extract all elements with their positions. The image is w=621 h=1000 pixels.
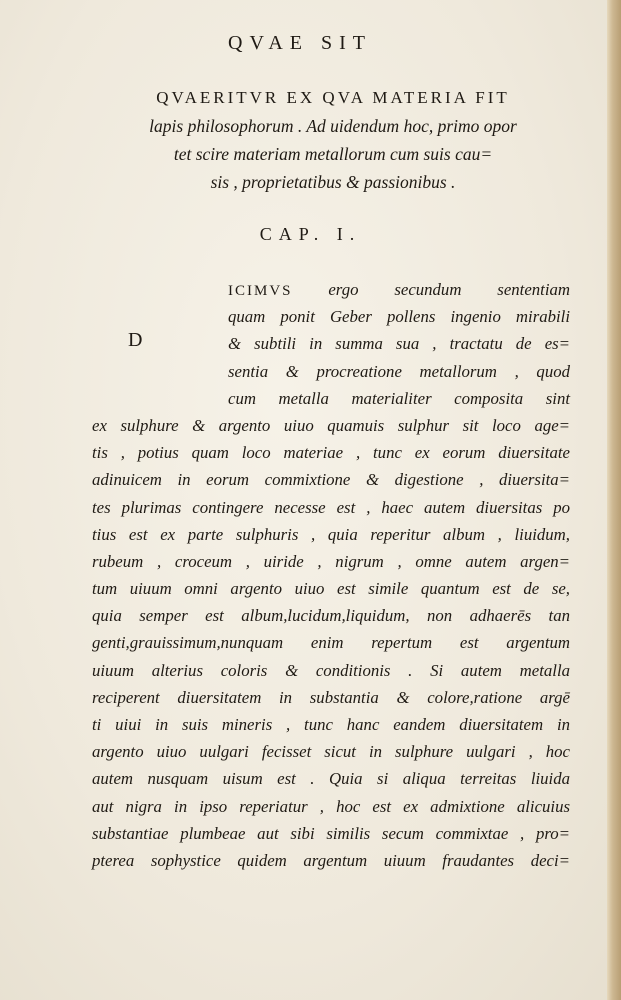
section-title [88,84,578,196]
text-line: adinuicem in eorum commixtione & digestione , diuersita= [92,470,570,490]
text-line: rubeum , croceum , uiride , nigrum , omne autem argen= [92,551,570,571]
title-italic-line: sis , proprietatibus & passionibus . [210,172,456,192]
running-head: QVAE SIT [228,32,372,54]
text-line: autem nusquam uisum est . Quia si aliqua terreitas liuida [92,769,570,789]
text-line: tes plurimas contingere necesse est , haec autem diuersitas po [92,497,570,517]
text-line: genti,grauissimum,nunquam enim repertum est argentum [92,633,570,653]
text-line: substantiae plumbeae aut sibi similis secum commixtae , pro= [92,823,570,843]
text-line: ti uiui in suis mineris , tunc hanc eandem diuersitatem in [92,715,570,734]
text-line: tis , potius quam loco materiae , tunc ex eorum diuersitate [92,443,570,463]
text-line: tius est ex parte sulphuris , quia reperitur album , liuidum, [92,524,570,544]
title-italic-line: tet scire materiam metallorum cum suis cau= [173,144,493,164]
text-line: reciperent diuersitatem in substantia & colore,ratione argē [92,687,570,707]
text-line: tum uiuum omni argento uiuo est simile quantum est de se, [92,579,570,599]
text-line: cum metalla materialiter composita sint [228,388,570,408]
text-line: uiuum alterius coloris & conditionis . Si autem metalla [92,660,570,680]
text-line: quam ponit Geber pollens ingenio mirabili [228,307,570,327]
first-line-rest: ergo secundum sententiam [292,280,570,299]
body-text [92,276,570,874]
text-line: quia semper est album,lucidum,liquidum, non adhaerēs tan [92,606,570,626]
text-line: sentia & procreatione metallorum , quod [228,361,570,381]
title-italic-line: lapis philosophorum . Ad uidendum hoc, primo opor [149,116,517,136]
text-line: ex sulphure & argento uiuo quamuis sulphur sit loco age= [92,415,570,435]
chapter-heading: CAP. I. [259,224,362,244]
drop-cap: D [128,329,143,351]
text-line: aut nigra in ipso reperiatur , hoc est ex admixtione alicuius [92,796,570,816]
text-line: & subtili in summa sua , tractatu de es= [228,334,570,354]
title-caps-line: QVAERITVR EX QVA MATERIA FIT [156,88,510,107]
page-edge-shadow [607,0,621,1000]
text-line [92,276,570,303]
text-line: argento uiuo uulgari fecisset sicut in sulphure uulgari , hoc [92,742,570,762]
text-line: pterea sophystice quidem argentum uiuum fraudantes deci= [92,850,570,870]
first-word-caps: ICIMVS [228,283,293,299]
